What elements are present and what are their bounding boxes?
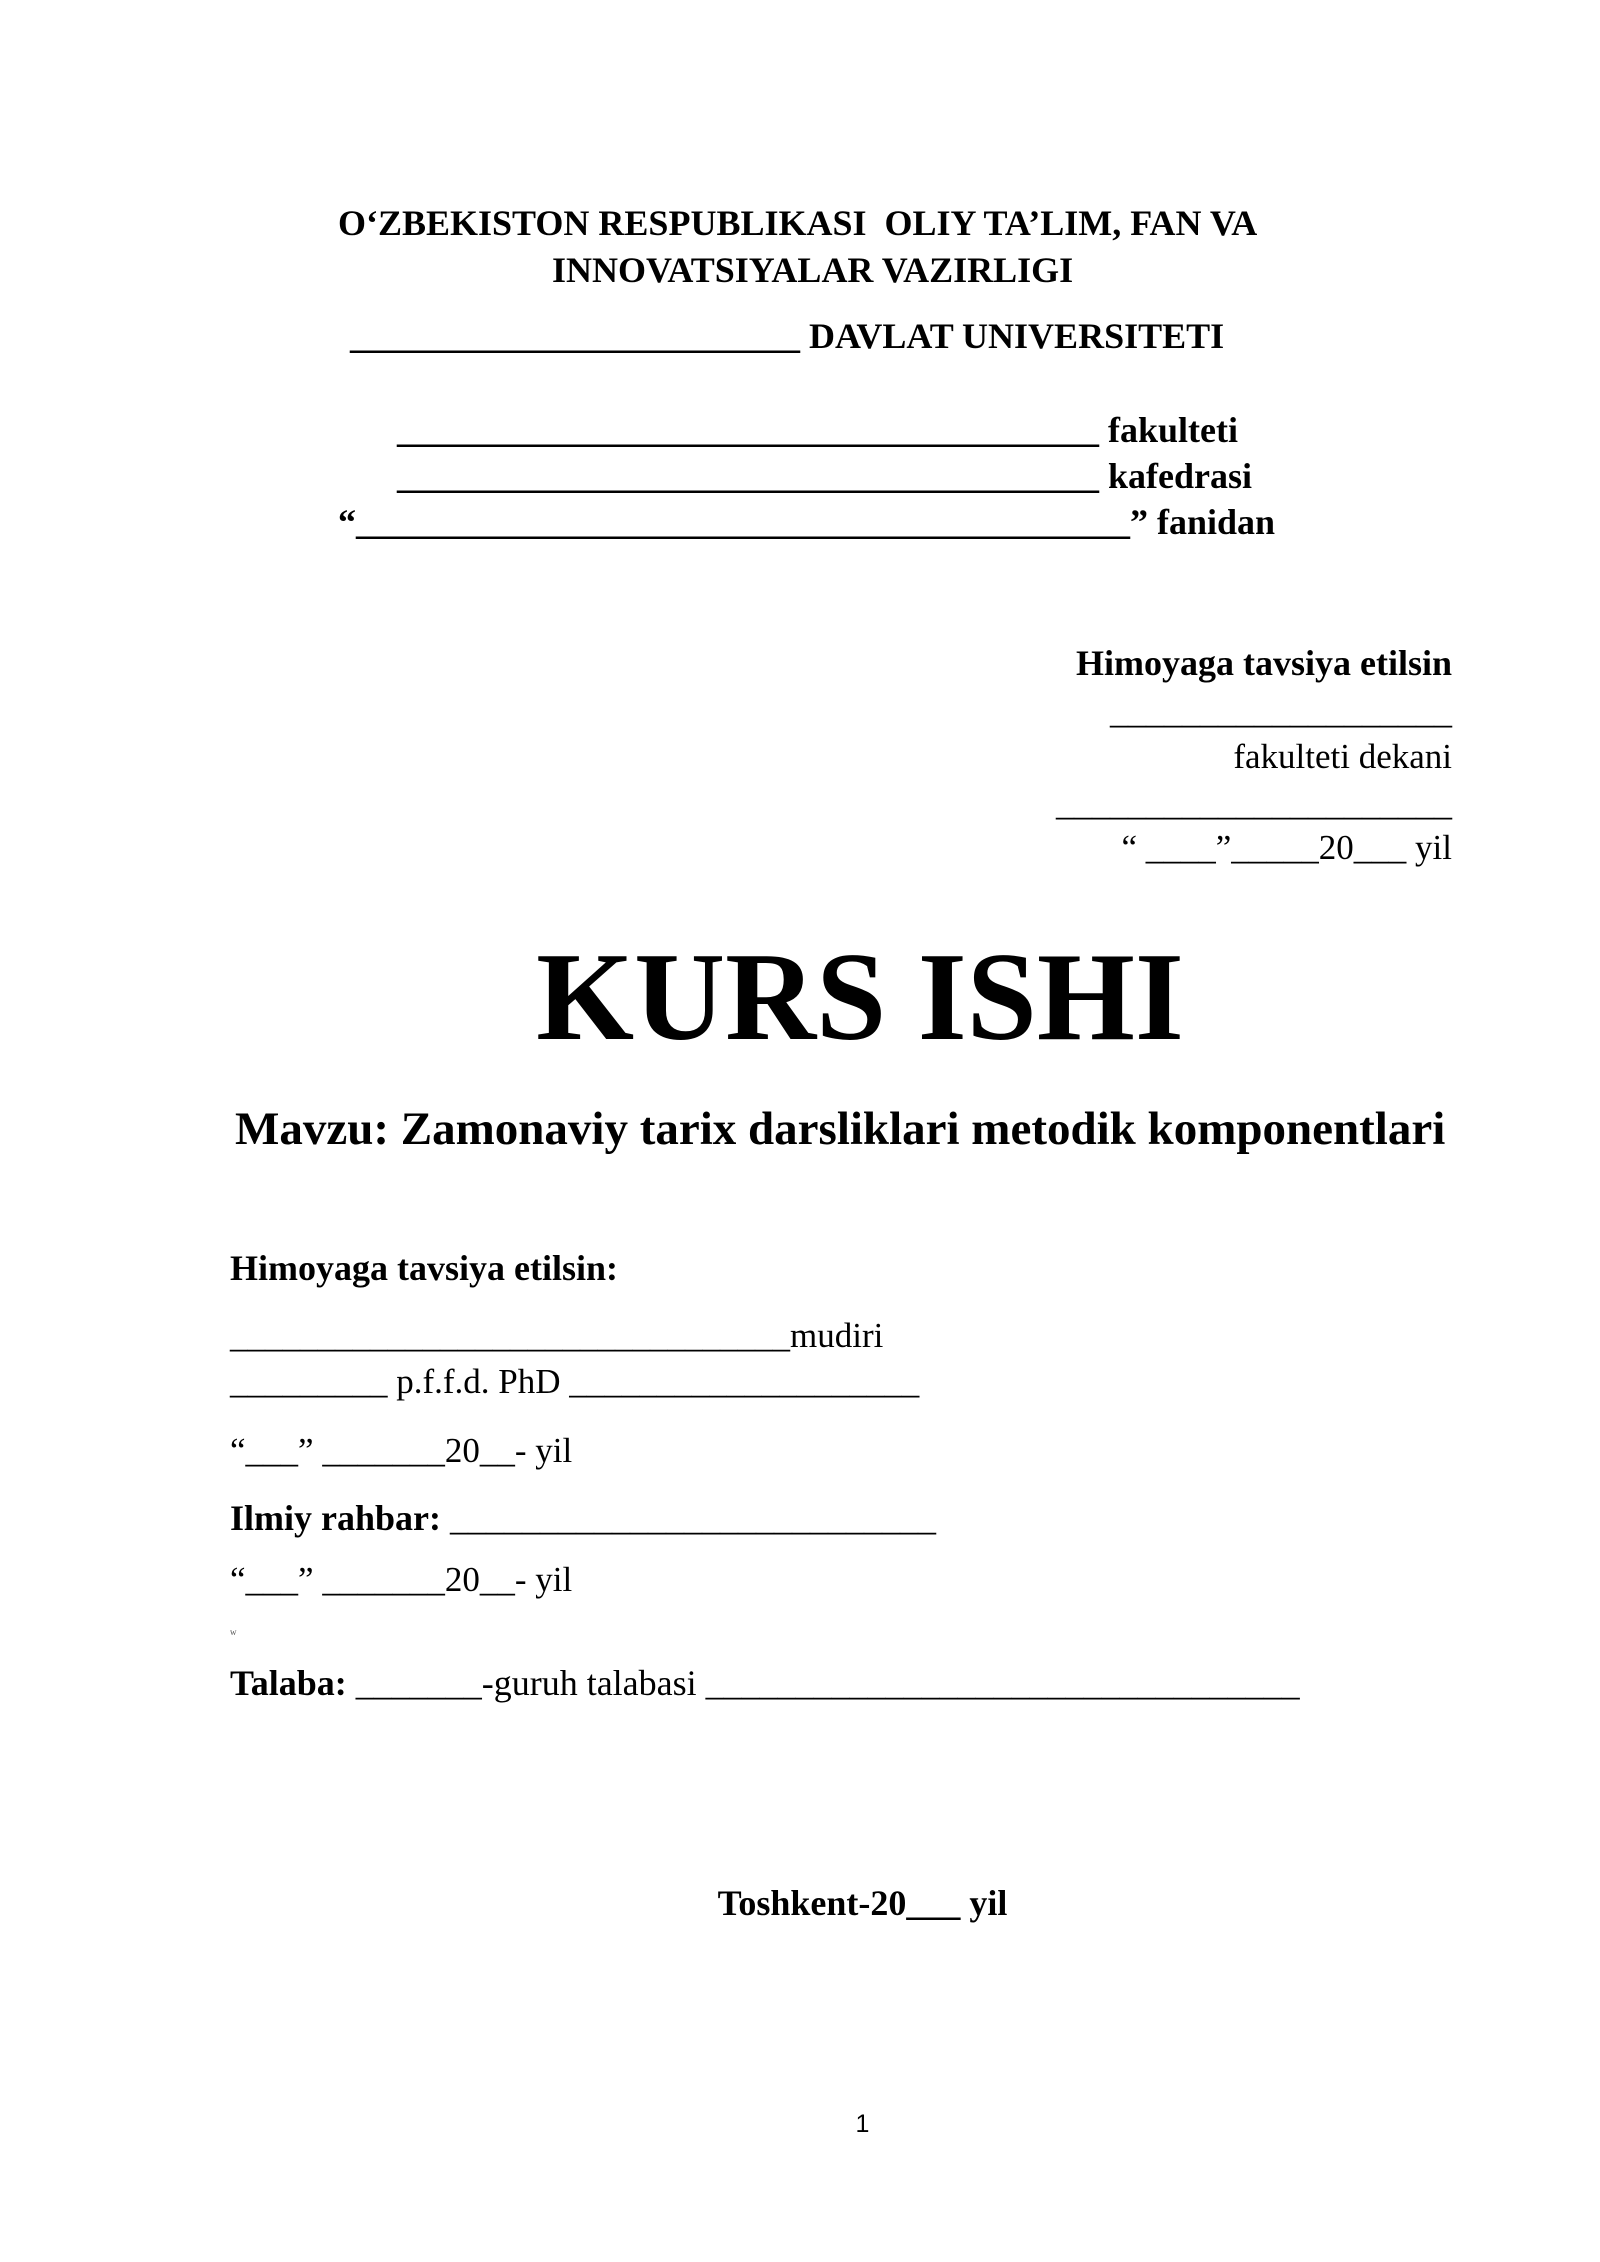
supervisor-label: Ilmiy rahbar: bbox=[230, 1498, 441, 1538]
department-head-line: ________________________________mudiri bbox=[230, 1316, 884, 1355]
supervisor-fill-line: ___________________________ bbox=[441, 1498, 936, 1538]
supervisor-date: “___” _______20__- yil bbox=[230, 1560, 573, 1599]
dean-name-line: ______________________ bbox=[1056, 783, 1452, 823]
dean-approval-title: Himoyaga tavsiya etilsin bbox=[1076, 643, 1452, 683]
student-fill-line: _______-guruh talabasi _________________________________ bbox=[346, 1663, 1300, 1703]
city-year: Toshkent-20___ yil bbox=[717, 1883, 1008, 1923]
department-approval-date: “___” _______20__- yil bbox=[230, 1431, 573, 1470]
department-approval-title: Himoyaga tavsiya etilsin: bbox=[230, 1248, 618, 1288]
student-label: Talaba: bbox=[230, 1663, 347, 1703]
dean-signature-line: ___________________ bbox=[1110, 691, 1452, 731]
supervisor-line bbox=[230, 1500, 936, 1536]
ministry-line-2: INNOVATSIYALAR VAZIRLIGI bbox=[552, 250, 1074, 290]
document-title: KURS ISHI bbox=[536, 928, 1184, 1067]
faculty-line: _______________________________________ fakulteti bbox=[397, 410, 1238, 450]
dean-approval-date: “ ____”_____20___ yil bbox=[1121, 828, 1452, 867]
document-topic: Mavzu: Zamonaviy tarix darsliklari metodik komponentlari bbox=[235, 1103, 1446, 1155]
tiny-mark: w bbox=[230, 1627, 237, 1637]
ministry-line-1: O‘ZBEKISTON RESPUBLIKASI OLIY TA’LIM, FAN VA bbox=[338, 203, 1258, 243]
department-phd-line: _________ p.f.f.d. PhD ____________________ bbox=[230, 1362, 920, 1401]
page-number: 1 bbox=[855, 2110, 870, 2138]
subject-line: “___________________________________________” fanidan bbox=[338, 502, 1276, 542]
department-line: _______________________________________ kafedrasi bbox=[397, 456, 1252, 496]
dean-label: fakulteti dekani bbox=[1233, 737, 1452, 776]
university-line: _________________________ DAVLAT UNIVERSITETI bbox=[350, 316, 1225, 356]
student-line bbox=[230, 1665, 1300, 1701]
